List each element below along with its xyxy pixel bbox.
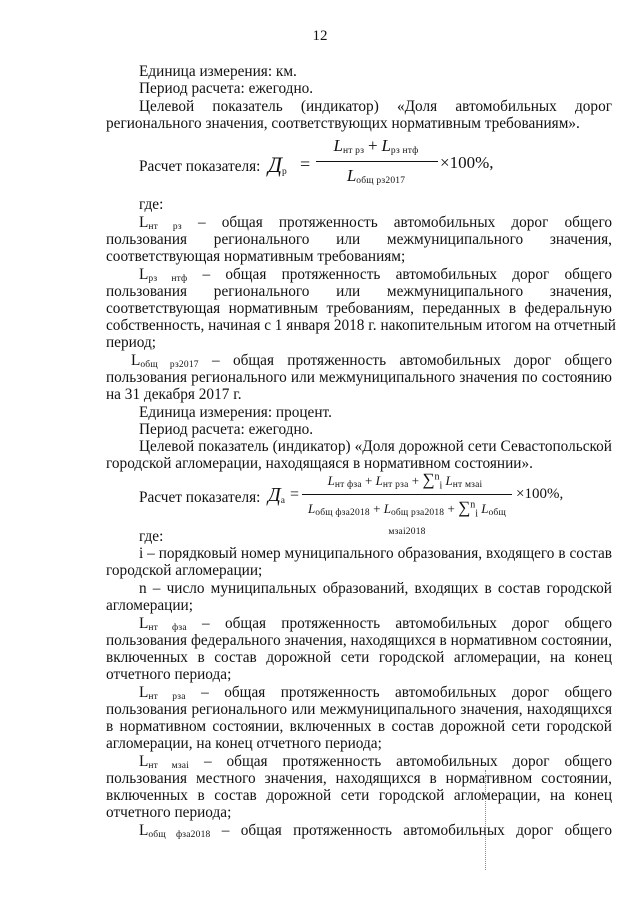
- def-2-line-2: пользования регионального или межмуниципального значения,: [106, 283, 612, 300]
- def-6-line-3: включенных в состав дорожной сети городской агломерации, на конец: [106, 787, 612, 804]
- def-3-line-1: Lобщ рз2017 – общая протяженность автомобильных дорог общего: [131, 352, 612, 370]
- formula-2-denominator: Lобщ фза2018 + Lобщ рза2018 + ∑$^n_i$ Lобщ мзai2018: [308, 498, 506, 537]
- indicator-2-title: Целевой показатель (индикатор) «Доля дорожной сети Севастопольской: [139, 438, 612, 455]
- def-4-line-1: Lнт фза – общая протяженность автомобильных дорог общего: [139, 615, 612, 633]
- formula-2-numerator: Lнт фза + Lнт рза + ∑$^n_i$ Lнт мзai: [327, 470, 483, 492]
- formula-2: Да = Lнт фза + Lнт рза + ∑$^n_i$ Lнт мзai Lобщ фза2018 + Lобщ рза2018 + ∑$^n_i$ Lобщ мзai2018 ×100%,: [268, 470, 564, 537]
- def-5-line-3: в нормативном состоянии, включенных в состав дорожной сети городской: [106, 718, 612, 735]
- indicator-1-title-cont: регионального значения, соответствующих нормативным требованиям».: [106, 115, 580, 132]
- def-2-line-1: Lрз нтф – общая протяженность автомобильных дорог общего: [139, 266, 612, 284]
- def-1-line-2: пользования регионального или межмуниципального значения,: [106, 231, 612, 248]
- def-n-line-1: n – число муниципальных образований, входящих в состав городской: [139, 580, 612, 597]
- def-5-line-4: агломерации, на конец отчетного периода;: [106, 735, 382, 752]
- where-1: где:: [139, 196, 164, 213]
- indicator-2-title-cont: городской агломерации, находящаяся в нормативном состоянии».: [106, 455, 533, 472]
- def-1-line-1: Lнт рз – общая протяженность автомобильных дорог общего: [139, 214, 612, 232]
- page-number: 12: [312, 28, 328, 44]
- unit-km: Единица измерения: км.: [139, 63, 297, 80]
- indicator-1-title: Целевой показатель (индикатор) «Доля автомобильных дорог: [139, 98, 612, 115]
- formula-2-label: Расчет показателя:: [139, 489, 261, 506]
- where-2: где:: [139, 528, 164, 545]
- def-6-line-1: Lнт мзai – общая протяженность автомобильных дорог общего: [139, 753, 612, 771]
- def-5-line-1: Lнт рза – общая протяженность автомобильных дорог общего: [139, 684, 612, 702]
- def-5-line-2: пользования регионального или межмуниципального значения, находящихся: [106, 701, 612, 718]
- def-i-line-2: городской агломерации;: [106, 562, 263, 579]
- formula-1-numerator: Lнт рз + Lрз нтф: [333, 136, 419, 156]
- formula-1-label: Расчет показателя:: [139, 158, 261, 175]
- formula-1-fraction-bar: [316, 161, 438, 162]
- scan-artifact-dots: [485, 770, 487, 870]
- def-1-line-3: соответствующая нормативным требованиям;: [106, 248, 406, 265]
- def-4-line-3: включенных в состав дорожной сети городской агломерации, на конец: [106, 649, 612, 666]
- def-4-line-2: пользования федерального значения, находящихся в нормативном состоянии,: [106, 632, 612, 649]
- def-6-line-2: пользования местного значения, находящихся в нормативном состоянии,: [106, 770, 612, 787]
- period-2: Период расчета: ежегодно.: [139, 421, 314, 438]
- def-6-line-4: отчетного периода;: [106, 804, 232, 821]
- unit-percent: Единица измерения: процент.: [139, 404, 332, 421]
- def-3-line-3: на 31 декабря 2017 г.: [106, 386, 242, 403]
- def-3-line-2: пользования регионального или межмуниципального значения по состоянию: [106, 369, 612, 386]
- formula-1: Др = Lнт рз + Lрз нтф Lобщ рз2017 ×100%,: [268, 136, 494, 186]
- def-2-line-4: собственность, начиная с 1 января 2018 г. накопительным итогом на отчетный: [106, 317, 616, 334]
- formula-1-denominator: Lобщ рз2017: [346, 166, 406, 186]
- def-i-line-1: i – порядковый номер муниципального образования, входящего в состав: [139, 545, 612, 562]
- def-2-line-5: период;: [106, 334, 157, 351]
- period-1: Период расчета: ежегодно.: [139, 80, 314, 97]
- def-4-line-4: отчетного периода;: [106, 666, 232, 683]
- def-n-line-2: агломерации;: [106, 597, 193, 614]
- formula-2-fraction-bar: [302, 494, 512, 495]
- def-2-line-3: соответствующая нормативным требованиям, переданных в федеральную: [106, 300, 612, 317]
- def-7-line-1: Lобщ фза2018 – общая протяженность автомобильных дорог общего: [139, 822, 612, 840]
